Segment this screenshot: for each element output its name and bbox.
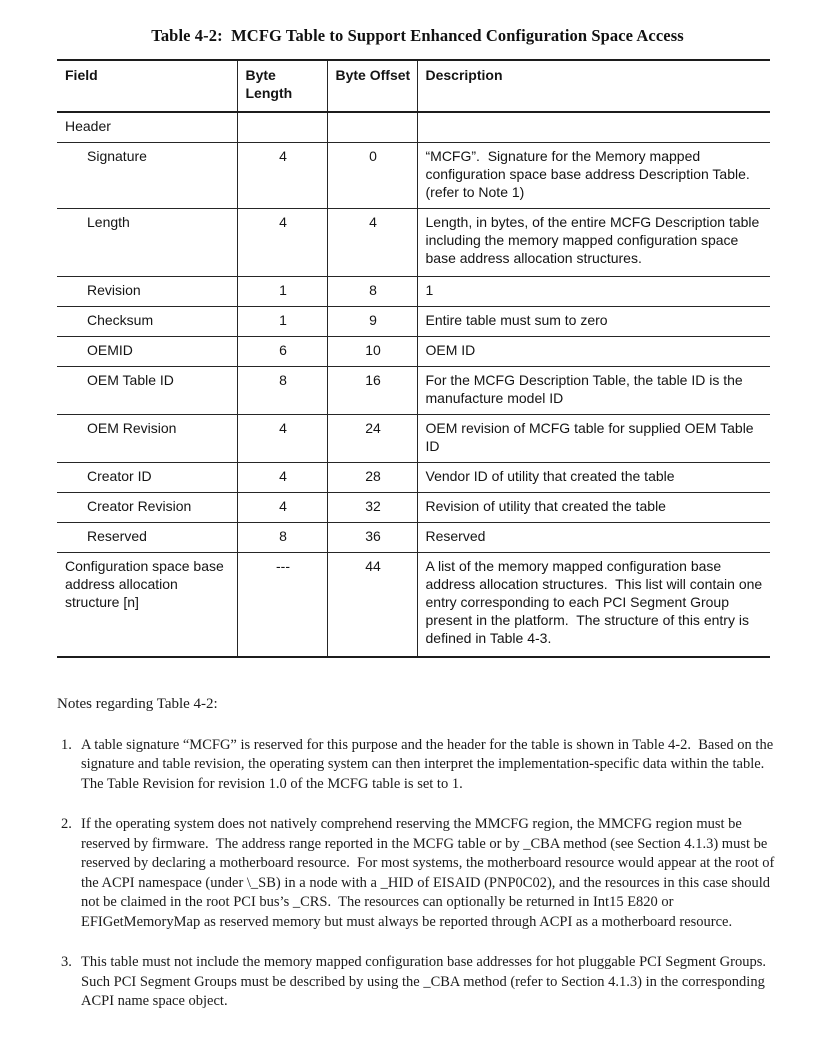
table-row (57, 463, 770, 493)
description-cell: 1 (417, 277, 770, 307)
field-cell: OEMID (57, 337, 237, 367)
description-cell: OEM revision of MCFG table for supplied OEM Table ID (417, 415, 770, 463)
note-number: 1. (61, 736, 72, 753)
description-cell: Reserved (417, 523, 770, 553)
table-row (57, 523, 770, 553)
byte-length-cell: 1 (237, 277, 327, 307)
table-row (57, 307, 770, 337)
table-row (57, 277, 770, 307)
description-cell: For the MCFG Description Table, the table ID is the manufacture model ID (417, 367, 770, 415)
description-cell: Entire table must sum to zero (417, 307, 770, 337)
note-text: This table must not include the memory mapped configuration base addresses for hot pluggable PCI Segment Groups. Such PCI Segment Groups must be described by using the _CBA method (refer to Section 4.1.3) in the corresponding ACPI name space object. (81, 954, 774, 1009)
byte-offset-cell: 9 (327, 307, 417, 337)
byte-offset-cell: 8 (327, 277, 417, 307)
mcfg-table (57, 59, 770, 658)
table-header (57, 60, 770, 112)
byte-offset-cell: 36 (327, 523, 417, 553)
byte-offset-cell: 44 (327, 553, 417, 658)
field-cell: Signature (57, 143, 237, 209)
field-cell: Checksum (57, 307, 237, 337)
byte-length-cell: 8 (237, 523, 327, 553)
byte-offset-cell: 4 (327, 209, 417, 277)
byte-length-cell: 4 (237, 463, 327, 493)
note-text: A table signature “MCFG” is reserved for this purpose and the header for the table is shown in Table 4-2. Based on the signature and table revision, the operating system can then interpret the implementation-specific data within the table. The Table Revision for revision 1.0 of the MCFG table is set to 1. (81, 736, 777, 792)
description-cell: A list of the memory mapped configuration base address allocation structures. This list will contain one entry corresponding to each PCI Segment Group present in the platform. The structure of this entry is defined in Table 4-3. (417, 553, 770, 658)
byte-length-cell: 6 (237, 337, 327, 367)
byte-length-cell: 8 (237, 367, 327, 415)
field-cell: Length (57, 209, 237, 277)
table-row (57, 553, 770, 658)
byte-length-cell: 4 (237, 415, 327, 463)
field-cell: Reserved (57, 523, 237, 553)
field-cell: Configuration space base address allocation structure [n] (57, 553, 237, 658)
notes-list (57, 736, 779, 1012)
field-cell: OEM Table ID (57, 367, 237, 415)
description-cell: OEM ID (417, 337, 770, 367)
byte-offset-cell: 32 (327, 493, 417, 523)
notes-heading: Notes regarding Table 4-2: (57, 696, 218, 712)
column-header-1: Byte Length (237, 60, 327, 112)
byte-offset-cell: 16 (327, 367, 417, 415)
table-row (57, 112, 770, 143)
column-header-2: Byte Offset (327, 60, 417, 112)
column-header-0: Field (57, 60, 237, 112)
note-text: If the operating system does not natively comprehend reserving the MMCFG region, the MMCFG region must be reserved by firmware. The address range reported in the MCFG table or by _CBA method (see Section 4.1.3) must be reserved by declaring a motherboard resource. For most systems, the motherboard resource would appear at the root of the ACPI namespace (under \_SB) in a node with a _HID of EISAID (PNP0C02), and the resources in this case should not be claimed in the root PCI bus’s _CRS. The resources can optionally be returned in Int15 E820 or EFIGetMemoryMap as reserved memory but must always be reported through ACPI as a motherboard resource. (81, 816, 778, 930)
description-cell (417, 112, 770, 143)
byte-length-cell: 4 (237, 493, 327, 523)
byte-length-cell: 4 (237, 143, 327, 209)
column-header-3: Description (417, 60, 770, 112)
table-row (57, 415, 770, 463)
table-row (57, 143, 770, 209)
description-cell: Length, in bytes, of the entire MCFG Description table including the memory mapped configuration space base address allocation structures. (417, 209, 770, 277)
byte-offset-cell: 28 (327, 463, 417, 493)
table-row (57, 493, 770, 523)
table-row (57, 337, 770, 367)
byte-length-cell: 4 (237, 209, 327, 277)
field-cell: OEM Revision (57, 415, 237, 463)
byte-offset-cell (327, 112, 417, 143)
description-cell: Revision of utility that created the table (417, 493, 770, 523)
field-cell: Revision (57, 277, 237, 307)
field-cell: Header (57, 112, 237, 143)
note-item-1 (57, 736, 779, 795)
note-number: 3. (61, 954, 72, 970)
note-item-2 (57, 815, 779, 932)
description-cell: Vendor ID of utility that created the table (417, 463, 770, 493)
notes-section (57, 695, 779, 1012)
table-row (57, 209, 770, 277)
table-row (57, 367, 770, 415)
field-cell: Creator Revision (57, 493, 237, 523)
table-caption: Table 4-2: MCFG Table to Support Enhanced Configuration Space Access (151, 26, 684, 45)
note-number: 2. (61, 816, 72, 832)
byte-offset-cell: 10 (327, 337, 417, 367)
note-item-3 (57, 953, 779, 1012)
byte-length-cell: 1 (237, 307, 327, 337)
byte-offset-cell: 24 (327, 415, 417, 463)
description-cell: “MCFG”. Signature for the Memory mapped configuration space base address Description Table. (refer to Note 1) (417, 143, 770, 209)
byte-length-cell (237, 112, 327, 143)
header-row (57, 60, 770, 112)
field-cell: Creator ID (57, 463, 237, 493)
table-body (57, 112, 770, 657)
byte-length-cell: --- (237, 553, 327, 658)
byte-offset-cell: 0 (327, 143, 417, 209)
